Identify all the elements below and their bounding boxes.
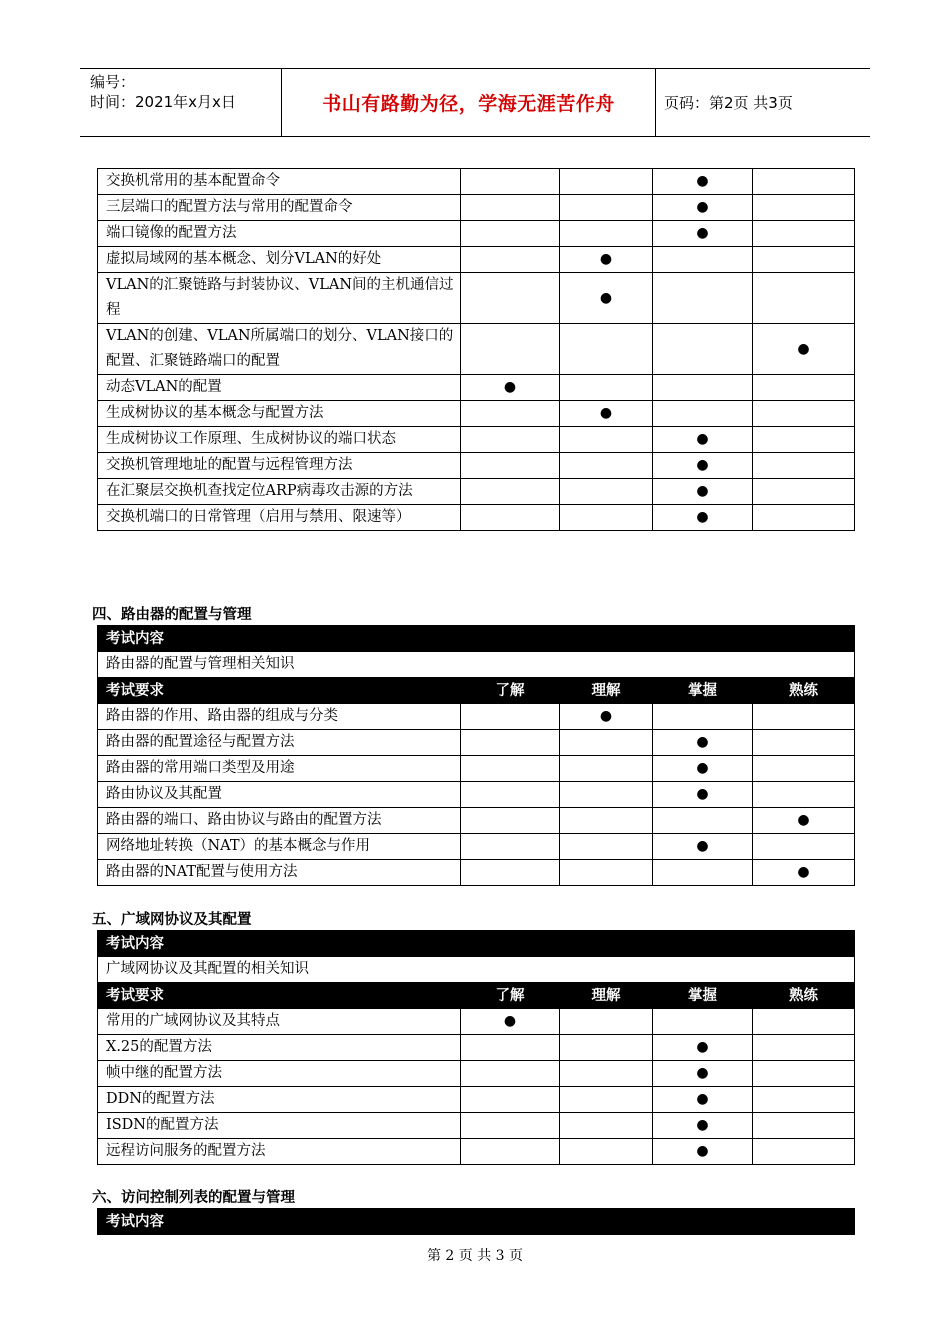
page-footer: 第 2 页 共 3 页 xyxy=(426,1248,524,1264)
table-row xyxy=(98,479,855,505)
level-understand-basic: 了解 xyxy=(461,678,560,704)
content-text: 路由器的配置与管理相关知识 xyxy=(98,652,855,678)
content-row xyxy=(98,957,855,983)
topic-cell: 三层端口的配置方法与常用的配置命令 xyxy=(98,195,461,221)
level-cell xyxy=(560,1061,653,1087)
level-mark: ● xyxy=(653,756,753,782)
level-cell xyxy=(560,427,653,453)
content-row xyxy=(98,652,855,678)
topic-cell: 虚拟局域网的基本概念、划分VLAN的好处 xyxy=(98,247,461,273)
table-row xyxy=(98,1113,855,1139)
level-cell xyxy=(560,169,653,195)
topic-cell: DDN的配置方法 xyxy=(98,1087,461,1113)
level-mark: ● xyxy=(461,375,560,401)
table-row xyxy=(98,1035,855,1061)
level-cell xyxy=(753,756,855,782)
level-mark: ● xyxy=(753,324,855,375)
table-row xyxy=(98,427,855,453)
content-header-row xyxy=(98,931,855,957)
topic-cell: VLAN的创建、VLAN所属端口的划分、VLAN接口的配置、汇聚链路端口的配置 xyxy=(98,324,461,375)
level-cell xyxy=(653,860,753,886)
level-mark: ● xyxy=(560,247,653,273)
level-cell xyxy=(753,247,855,273)
topic-cell: 交换机管理地址的配置与远程管理方法 xyxy=(98,453,461,479)
table-row xyxy=(98,221,855,247)
level-cell xyxy=(753,505,855,531)
level-cell xyxy=(753,704,855,730)
level-cell xyxy=(560,1009,653,1035)
level-cell xyxy=(753,169,855,195)
level-cell xyxy=(560,834,653,860)
section-5-title: 五、广域网协议及其配置 xyxy=(92,911,252,928)
level-cell xyxy=(653,401,753,427)
page-indicator: 页码：第2页 共3页 xyxy=(664,94,793,112)
level-cell xyxy=(560,808,653,834)
level-cell xyxy=(560,1113,653,1139)
table-row xyxy=(98,273,855,324)
level-cell xyxy=(461,221,560,247)
level-cell xyxy=(653,273,753,324)
level-cell xyxy=(461,505,560,531)
topic-cell: 端口镜像的配置方法 xyxy=(98,221,461,247)
wan-config-table xyxy=(97,930,855,1165)
level-cell xyxy=(753,1035,855,1061)
topic-cell: 交换机常用的基本配置命令 xyxy=(98,169,461,195)
motto: 书山有路勤为径，学海无涯苦作舟 xyxy=(322,93,615,115)
level-cell xyxy=(560,1087,653,1113)
level-mark: ● xyxy=(753,808,855,834)
level-mark: ● xyxy=(653,782,753,808)
topic-cell: 路由器的NAT配置与使用方法 xyxy=(98,860,461,886)
level-cell xyxy=(753,1009,855,1035)
level-cell xyxy=(461,1035,560,1061)
switch-config-table xyxy=(97,168,855,531)
table-row xyxy=(98,834,855,860)
requirement-header: 考试要求 xyxy=(98,678,461,704)
level-cell xyxy=(753,401,855,427)
table-row xyxy=(98,1061,855,1087)
document-time: 时间：2021年x月x日 xyxy=(90,93,236,111)
level-cell xyxy=(753,221,855,247)
level-proficient: 熟练 xyxy=(753,678,855,704)
level-cell xyxy=(560,730,653,756)
level-cell xyxy=(461,860,560,886)
level-master: 掌握 xyxy=(653,983,753,1009)
level-mark: ● xyxy=(653,1139,753,1165)
level-cell xyxy=(461,479,560,505)
level-cell xyxy=(753,1087,855,1113)
table-row xyxy=(98,808,855,834)
document-number: 编号： xyxy=(90,73,136,91)
level-mark: ● xyxy=(560,273,653,324)
level-mark: ● xyxy=(560,704,653,730)
router-config-table xyxy=(97,625,855,886)
table-row xyxy=(98,860,855,886)
level-cell xyxy=(461,730,560,756)
header-page-cell xyxy=(656,69,870,136)
level-master: 掌握 xyxy=(653,678,753,704)
table-row xyxy=(98,704,855,730)
level-cell xyxy=(560,479,653,505)
level-cell xyxy=(653,247,753,273)
acl-config-table xyxy=(97,1208,855,1235)
level-cell xyxy=(753,782,855,808)
level-mark: ● xyxy=(653,195,753,221)
level-mark: ● xyxy=(653,1087,753,1113)
level-mark: ● xyxy=(461,1009,560,1035)
table-row xyxy=(98,730,855,756)
level-cell xyxy=(461,273,560,324)
level-cell xyxy=(753,427,855,453)
table-row xyxy=(98,505,855,531)
topic-cell: 在汇聚层交换机查找定位ARP病毒攻击源的方法 xyxy=(98,479,461,505)
topic-cell: 常用的广域网协议及其特点 xyxy=(98,1009,461,1035)
requirement-header-row xyxy=(98,678,855,704)
level-cell xyxy=(753,834,855,860)
content-header: 考试内容 xyxy=(98,626,855,652)
level-cell xyxy=(753,1061,855,1087)
level-cell xyxy=(560,1035,653,1061)
section-4-title: 四、路由器的配置与管理 xyxy=(92,606,252,623)
level-mark: ● xyxy=(653,479,753,505)
topic-cell: 路由器的常用端口类型及用途 xyxy=(98,756,461,782)
table-row xyxy=(98,401,855,427)
content-header: 考试内容 xyxy=(98,931,855,957)
level-mark: ● xyxy=(653,834,753,860)
level-mark: ● xyxy=(653,427,753,453)
level-cell xyxy=(753,730,855,756)
level-cell xyxy=(461,427,560,453)
level-cell xyxy=(461,401,560,427)
level-understand-basic: 了解 xyxy=(461,983,560,1009)
level-cell xyxy=(560,782,653,808)
level-cell xyxy=(560,324,653,375)
content-header-row xyxy=(98,1209,855,1235)
level-cell xyxy=(461,782,560,808)
content-header-row xyxy=(98,626,855,652)
topic-cell: 路由协议及其配置 xyxy=(98,782,461,808)
level-cell xyxy=(461,195,560,221)
requirement-header-row xyxy=(98,983,855,1009)
level-cell xyxy=(461,704,560,730)
level-mark: ● xyxy=(653,221,753,247)
page-header xyxy=(80,68,870,137)
level-cell xyxy=(753,453,855,479)
topic-cell: ISDN的配置方法 xyxy=(98,1113,461,1139)
level-proficient: 熟练 xyxy=(753,983,855,1009)
topic-cell: 生成树协议的基本概念与配置方法 xyxy=(98,401,461,427)
topic-cell: 远程访问服务的配置方法 xyxy=(98,1139,461,1165)
topic-cell: 网络地址转换（NAT）的基本概念与作用 xyxy=(98,834,461,860)
level-cell xyxy=(653,704,753,730)
level-cell xyxy=(753,479,855,505)
level-cell xyxy=(461,247,560,273)
level-cell xyxy=(653,808,753,834)
level-mark: ● xyxy=(653,169,753,195)
level-cell xyxy=(461,834,560,860)
level-cell xyxy=(560,505,653,531)
level-cell xyxy=(753,273,855,324)
table-row xyxy=(98,1087,855,1113)
topic-cell: 生成树协议工作原理、生成树协议的端口状态 xyxy=(98,427,461,453)
topic-cell: 动态VLAN的配置 xyxy=(98,375,461,401)
level-cell xyxy=(560,375,653,401)
level-understand: 理解 xyxy=(560,678,653,704)
content-text: 广域网协议及其配置的相关知识 xyxy=(98,957,855,983)
level-cell xyxy=(560,221,653,247)
level-cell xyxy=(560,453,653,479)
table-row xyxy=(98,324,855,375)
level-cell xyxy=(753,1139,855,1165)
topic-cell: 帧中继的配置方法 xyxy=(98,1061,461,1087)
table-row xyxy=(98,169,855,195)
topic-cell: VLAN的汇聚链路与封装协议、VLAN间的主机通信过程 xyxy=(98,273,461,324)
content-header: 考试内容 xyxy=(98,1209,855,1235)
level-mark: ● xyxy=(653,1035,753,1061)
level-cell xyxy=(461,1113,560,1139)
requirement-header: 考试要求 xyxy=(98,983,461,1009)
section-6-title: 六、访问控制列表的配置与管理 xyxy=(92,1189,295,1206)
header-motto-cell xyxy=(281,69,656,136)
level-mark: ● xyxy=(653,1061,753,1087)
level-mark: ● xyxy=(653,1113,753,1139)
table-row xyxy=(98,756,855,782)
table-row xyxy=(98,1009,855,1035)
level-cell xyxy=(560,1139,653,1165)
level-cell xyxy=(560,860,653,886)
level-cell xyxy=(461,453,560,479)
level-cell xyxy=(461,808,560,834)
level-mark: ● xyxy=(653,730,753,756)
level-cell xyxy=(461,169,560,195)
topic-cell: 交换机端口的日常管理（启用与禁用、限速等） xyxy=(98,505,461,531)
level-cell xyxy=(753,1113,855,1139)
level-cell xyxy=(461,1061,560,1087)
level-cell xyxy=(461,1139,560,1165)
level-cell xyxy=(753,375,855,401)
topic-cell: 路由器的作用、路由器的组成与分类 xyxy=(98,704,461,730)
table-row xyxy=(98,782,855,808)
level-cell xyxy=(560,756,653,782)
level-cell xyxy=(653,324,753,375)
table-row xyxy=(98,375,855,401)
level-cell xyxy=(461,1087,560,1113)
table-row xyxy=(98,1139,855,1165)
topic-cell: 路由器的配置途径与配置方法 xyxy=(98,730,461,756)
topic-cell: 路由器的端口、路由协议与路由的配置方法 xyxy=(98,808,461,834)
level-mark: ● xyxy=(653,505,753,531)
level-mark: ● xyxy=(560,401,653,427)
level-understand: 理解 xyxy=(560,983,653,1009)
topic-cell: X.25的配置方法 xyxy=(98,1035,461,1061)
level-mark: ● xyxy=(753,860,855,886)
level-cell xyxy=(461,324,560,375)
level-cell xyxy=(653,1009,753,1035)
header-info xyxy=(80,69,280,136)
table-row xyxy=(98,247,855,273)
level-cell xyxy=(753,195,855,221)
level-mark: ● xyxy=(653,453,753,479)
level-cell xyxy=(560,195,653,221)
table-row xyxy=(98,195,855,221)
level-cell xyxy=(461,756,560,782)
table-row xyxy=(98,453,855,479)
level-cell xyxy=(653,375,753,401)
